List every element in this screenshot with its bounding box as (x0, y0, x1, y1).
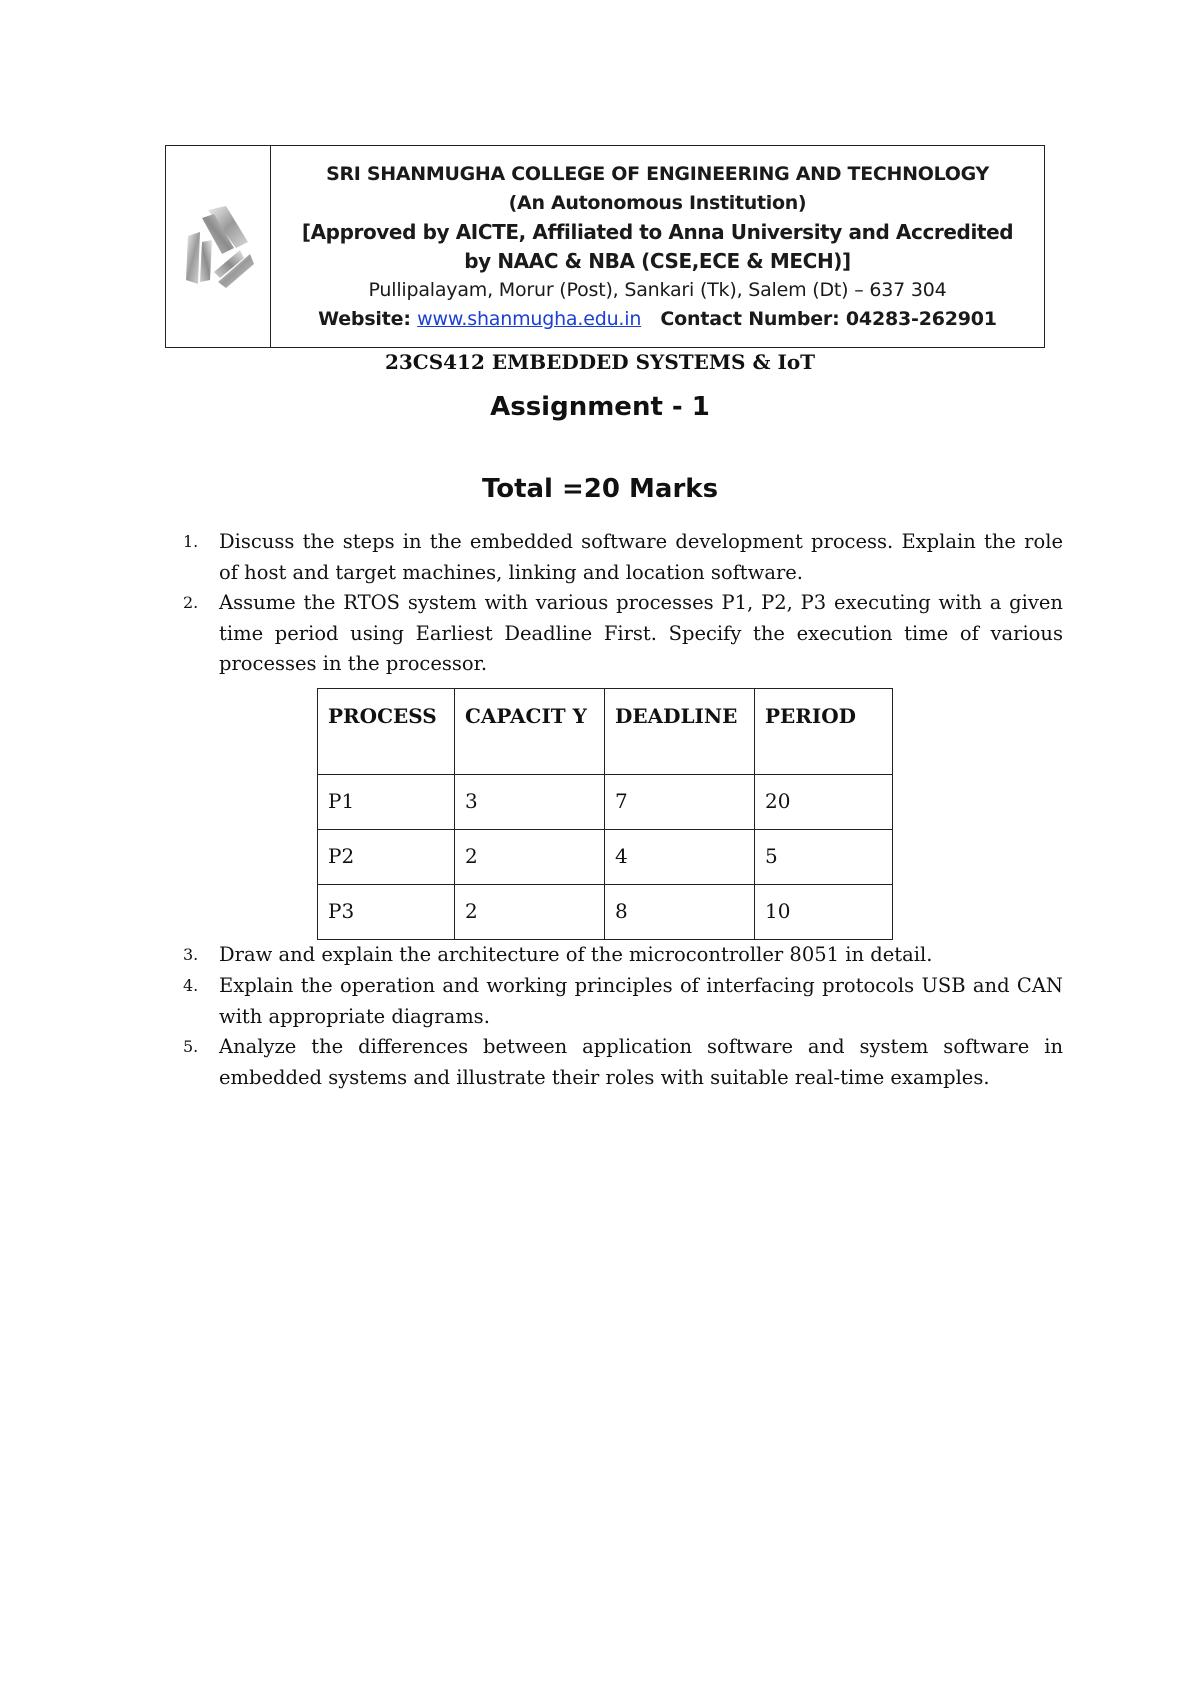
college-header (165, 145, 1045, 348)
question-5 (183, 1032, 1063, 1093)
address-line: Pullipalayam, Morur (Post), Sankari (Tk), Salem (Dt) – 637 304 (368, 279, 947, 301)
table-header-cell: CAPACIT Y (455, 689, 605, 775)
question-number: 4. (183, 976, 199, 995)
table-header-cell: PERIOD (755, 689, 893, 775)
question-number: 5. (183, 1037, 199, 1056)
question-2 (183, 588, 1063, 680)
table-cell: P1 (318, 775, 455, 830)
question-text: Assume the RTOS system with various processes P1, P2, P3 executing with a given time period using Earliest Deadline First. Specify the execution time of various processes in the processor. (219, 591, 1063, 675)
table-cell: 5 (755, 830, 893, 885)
table-cell: 7 (605, 775, 755, 830)
approved-line-1: [Approved by AICTE, Affiliated to Anna University and Accredited (301, 220, 1014, 244)
assignment-title: Assignment - 1 (490, 392, 710, 422)
table-cell: 10 (755, 885, 893, 940)
table-row (318, 885, 893, 940)
question-1 (183, 527, 1063, 588)
total-marks: Total =20 Marks (481, 474, 719, 504)
question-number: 2. (183, 593, 199, 612)
table-cell: 20 (755, 775, 893, 830)
question-text: Analyze the differences between application software and system software in embedded systems and illustrate their roles with suitable real-time examples. (219, 1035, 1063, 1089)
process-table (317, 688, 893, 940)
table-cell: P3 (318, 885, 455, 940)
table-cell: 2 (455, 885, 605, 940)
table-cell: 8 (605, 885, 755, 940)
college-info (271, 146, 1044, 347)
website-label: Website: (318, 308, 411, 330)
college-logo-icon (178, 202, 258, 292)
table-cell: 3 (455, 775, 605, 830)
table-header-cell: PROCESS (318, 689, 455, 775)
table-row (318, 830, 893, 885)
table-header-cell: DEADLINE (605, 689, 755, 775)
table-header-row (318, 689, 893, 775)
question-number: 3. (183, 945, 199, 964)
contact-number: Contact Number: 04283-262901 (660, 308, 997, 330)
question-3 (183, 940, 1063, 971)
approved-line-2: by NAAC & NBA (CSE,ECE & MECH)] (464, 249, 851, 273)
website-link[interactable]: www.shanmugha.edu.in (417, 308, 642, 330)
table-row (318, 775, 893, 830)
table-cell: 2 (455, 830, 605, 885)
autonomous-line: (An Autonomous Institution) (508, 192, 807, 214)
contact-line (271, 305, 1044, 334)
question-text: Draw and explain the architecture of the microcontroller 8051 in detail. (219, 943, 933, 966)
question-4 (183, 971, 1063, 1032)
course-title: 23CS412 EMBEDDED SYSTEMS & IoT (384, 350, 816, 374)
table-cell: 4 (605, 830, 755, 885)
logo-cell (166, 146, 271, 347)
question-text: Explain the operation and working principles of interfacing protocols USB and CAN with appropriate diagrams. (219, 974, 1063, 1028)
college-name: SRI SHANMUGHA COLLEGE OF ENGINEERING AND TECHNOLOGY (326, 163, 989, 185)
table-cell: P2 (318, 830, 455, 885)
question-text: Discuss the steps in the embedded software development process. Explain the role of host and target machines, linking and location software. (219, 530, 1063, 584)
question-number: 1. (183, 532, 199, 551)
